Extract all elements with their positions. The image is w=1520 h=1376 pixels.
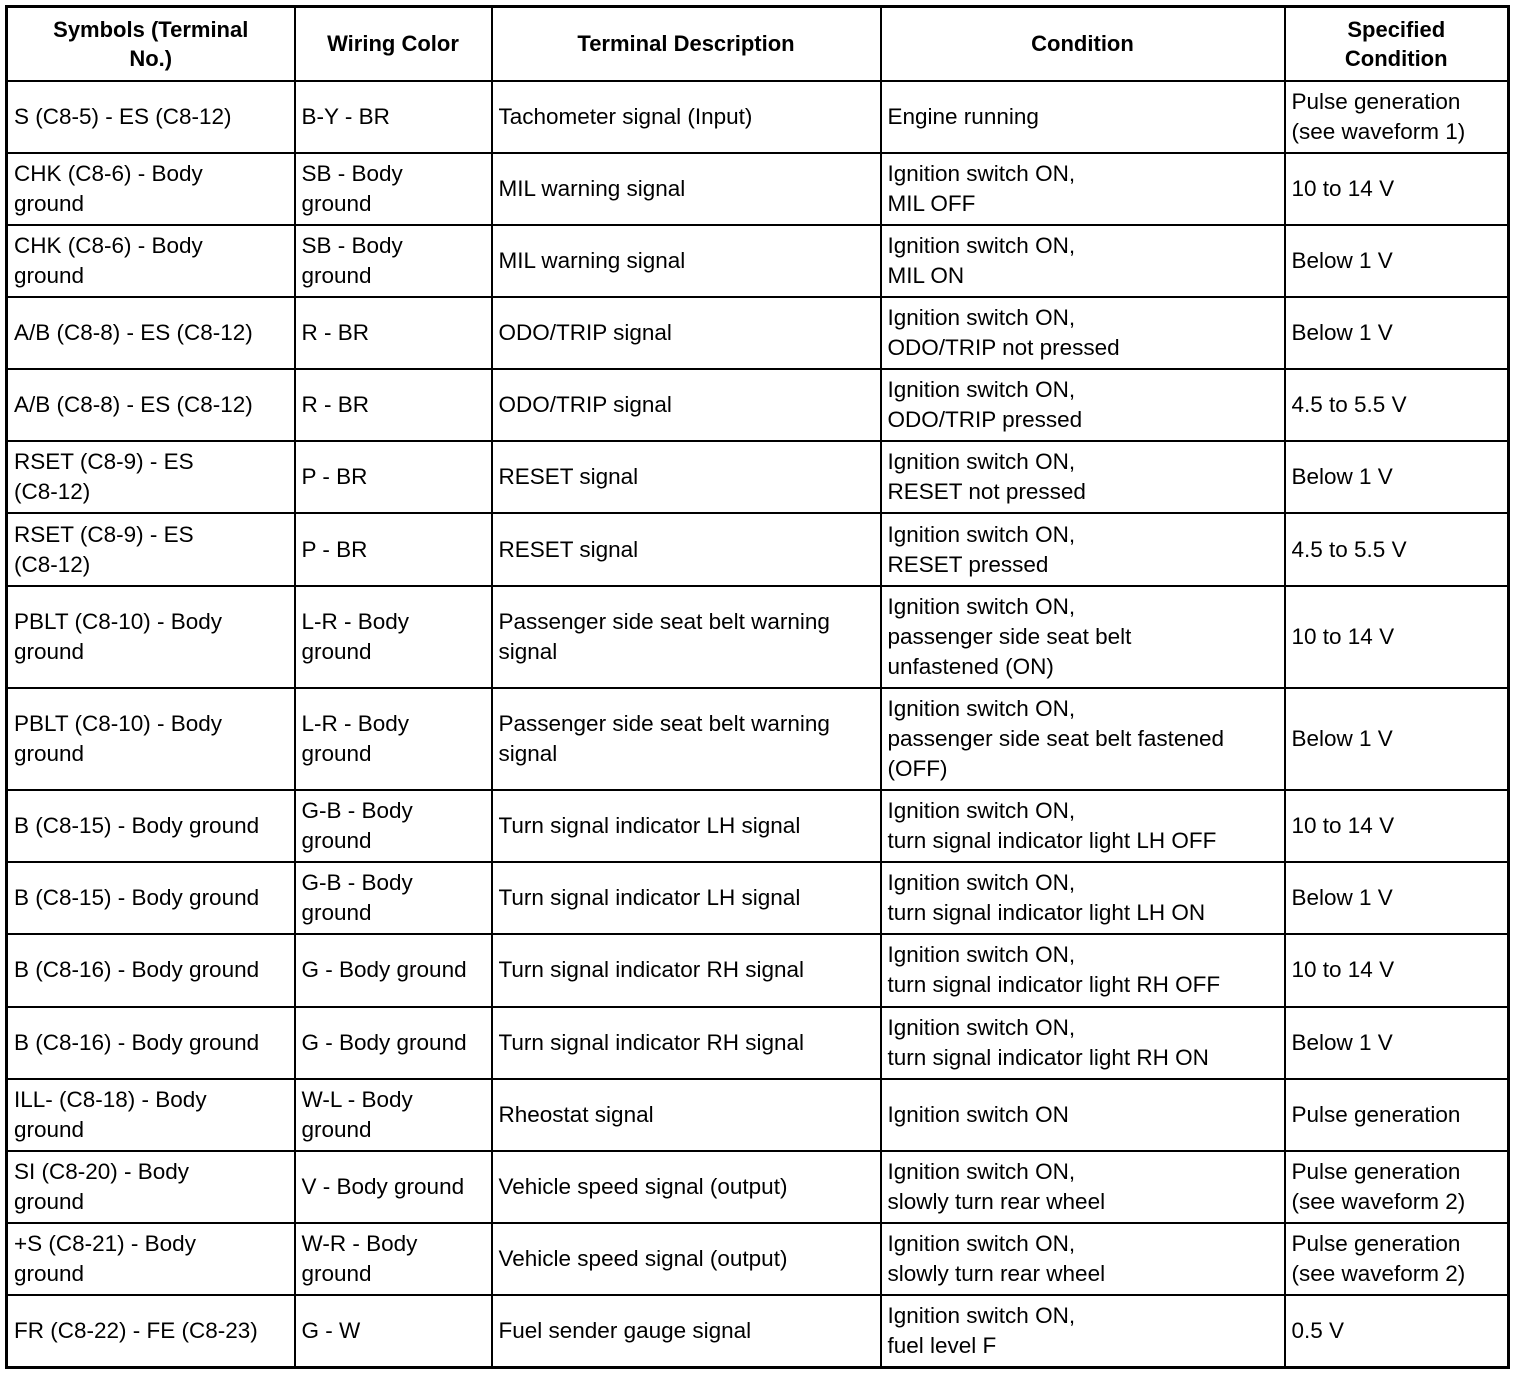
cell-specified-condition: Below 1 V: [1285, 297, 1509, 369]
cell-terminal-description: RESET signal: [492, 513, 881, 585]
cell-wiring-color: SB - Body ground: [295, 153, 492, 225]
cell-symbols: A/B (C8-8) - ES (C8-12): [7, 369, 295, 441]
cell-wiring-color: W-L - Body ground: [295, 1079, 492, 1151]
cell-symbols: B (C8-15) - Body ground: [7, 790, 295, 862]
cell-specified-condition: Below 1 V: [1285, 1007, 1509, 1079]
cell-terminal-description: ODO/TRIP signal: [492, 297, 881, 369]
cell-wiring-color: V - Body ground: [295, 1151, 492, 1223]
cell-wiring-color: G - Body ground: [295, 1007, 492, 1079]
cell-symbols: ILL- (C8-18) - Body ground: [7, 1079, 295, 1151]
cell-terminal-description: Vehicle speed signal (output): [492, 1151, 881, 1223]
cell-specified-condition: 0.5 V: [1285, 1295, 1509, 1367]
cell-wiring-color: L-R - Body ground: [295, 688, 492, 790]
cell-condition: Ignition switch ON, ODO/TRIP pressed: [881, 369, 1285, 441]
table-row: [7, 1295, 1509, 1367]
table-row: [7, 153, 1509, 225]
header-specified-condition: Specified Condition: [1285, 7, 1509, 81]
cell-terminal-description: Turn signal indicator LH signal: [492, 862, 881, 934]
cell-specified-condition: 10 to 14 V: [1285, 586, 1509, 688]
cell-specified-condition: 10 to 14 V: [1285, 153, 1509, 225]
cell-symbols: B (C8-15) - Body ground: [7, 862, 295, 934]
cell-condition: Ignition switch ON, turn signal indicator light LH OFF: [881, 790, 1285, 862]
cell-terminal-description: MIL warning signal: [492, 153, 881, 225]
cell-terminal-description: Turn signal indicator RH signal: [492, 934, 881, 1006]
cell-symbols: SI (C8-20) - Body ground: [7, 1151, 295, 1223]
header-symbols: Symbols (Terminal No.): [7, 7, 295, 81]
cell-condition: Ignition switch ON, turn signal indicator light LH ON: [881, 862, 1285, 934]
table-row: [7, 862, 1509, 934]
cell-wiring-color: R - BR: [295, 297, 492, 369]
cell-terminal-description: ODO/TRIP signal: [492, 369, 881, 441]
table-row: [7, 688, 1509, 790]
table-row: [7, 441, 1509, 513]
cell-specified-condition: 10 to 14 V: [1285, 934, 1509, 1006]
cell-wiring-color: L-R - Body ground: [295, 586, 492, 688]
cell-condition: Ignition switch ON, ODO/TRIP not pressed: [881, 297, 1285, 369]
table-row: [7, 586, 1509, 688]
cell-specified-condition: Pulse generation (see waveform 2): [1285, 1151, 1509, 1223]
cell-specified-condition: 10 to 14 V: [1285, 790, 1509, 862]
header-row: [7, 7, 1509, 81]
cell-specified-condition: Pulse generation: [1285, 1079, 1509, 1151]
cell-symbols: FR (C8-22) - FE (C8-23): [7, 1295, 295, 1367]
cell-wiring-color: P - BR: [295, 441, 492, 513]
cell-symbols: CHK (C8-6) - Body ground: [7, 225, 295, 297]
cell-specified-condition: 4.5 to 5.5 V: [1285, 513, 1509, 585]
table-row: [7, 369, 1509, 441]
cell-wiring-color: B-Y - BR: [295, 81, 492, 153]
cell-condition: Ignition switch ON, fuel level F: [881, 1295, 1285, 1367]
cell-symbols: PBLT (C8-10) - Body ground: [7, 688, 295, 790]
cell-symbols: B (C8-16) - Body ground: [7, 1007, 295, 1079]
cell-terminal-description: Passenger side seat belt warning signal: [492, 688, 881, 790]
cell-wiring-color: R - BR: [295, 369, 492, 441]
header-terminal-description: Terminal Description: [492, 7, 881, 81]
table-row: [7, 1007, 1509, 1079]
table-row: [7, 1151, 1509, 1223]
cell-terminal-description: Tachometer signal (Input): [492, 81, 881, 153]
table-row: [7, 1079, 1509, 1151]
cell-symbols: RSET (C8-9) - ES (C8-12): [7, 513, 295, 585]
cell-terminal-description: Turn signal indicator RH signal: [492, 1007, 881, 1079]
cell-specified-condition: Below 1 V: [1285, 441, 1509, 513]
cell-condition: Ignition switch ON: [881, 1079, 1285, 1151]
cell-wiring-color: P - BR: [295, 513, 492, 585]
cell-wiring-color: G - Body ground: [295, 934, 492, 1006]
header-condition: Condition: [881, 7, 1285, 81]
cell-terminal-description: Turn signal indicator LH signal: [492, 790, 881, 862]
cell-wiring-color: G-B - Body ground: [295, 862, 492, 934]
table-row: [7, 1223, 1509, 1295]
table-row: [7, 297, 1509, 369]
cell-wiring-color: G-B - Body ground: [295, 790, 492, 862]
cell-specified-condition: Pulse generation (see waveform 1): [1285, 81, 1509, 153]
cell-terminal-description: Vehicle speed signal (output): [492, 1223, 881, 1295]
cell-condition: Ignition switch ON, MIL OFF: [881, 153, 1285, 225]
cell-symbols: CHK (C8-6) - Body ground: [7, 153, 295, 225]
header-wiring-color: Wiring Color: [295, 7, 492, 81]
cell-condition: Ignition switch ON, slowly turn rear wheel: [881, 1223, 1285, 1295]
cell-terminal-description: RESET signal: [492, 441, 881, 513]
cell-terminal-description: Passenger side seat belt warning signal: [492, 586, 881, 688]
table-row: [7, 81, 1509, 153]
cell-specified-condition: Below 1 V: [1285, 688, 1509, 790]
table-row: [7, 934, 1509, 1006]
cell-condition: Ignition switch ON, RESET pressed: [881, 513, 1285, 585]
cell-symbols: B (C8-16) - Body ground: [7, 934, 295, 1006]
cell-symbols: PBLT (C8-10) - Body ground: [7, 586, 295, 688]
table-row: [7, 790, 1509, 862]
cell-condition: Ignition switch ON, MIL ON: [881, 225, 1285, 297]
cell-symbols: A/B (C8-8) - ES (C8-12): [7, 297, 295, 369]
cell-terminal-description: Rheostat signal: [492, 1079, 881, 1151]
cell-specified-condition: Pulse generation (see waveform 2): [1285, 1223, 1509, 1295]
cell-specified-condition: 4.5 to 5.5 V: [1285, 369, 1509, 441]
cell-condition: Ignition switch ON, passenger side seat belt fastened (OFF): [881, 688, 1285, 790]
cell-wiring-color: W-R - Body ground: [295, 1223, 492, 1295]
cell-wiring-color: SB - Body ground: [295, 225, 492, 297]
cell-symbols: S (C8-5) - ES (C8-12): [7, 81, 295, 153]
cell-condition: Ignition switch ON, turn signal indicator light RH ON: [881, 1007, 1285, 1079]
cell-condition: Ignition switch ON, slowly turn rear wheel: [881, 1151, 1285, 1223]
cell-condition: Engine running: [881, 81, 1285, 153]
terminal-spec-table: [5, 5, 1510, 1369]
cell-symbols: RSET (C8-9) - ES (C8-12): [7, 441, 295, 513]
cell-condition: Ignition switch ON, turn signal indicator light RH OFF: [881, 934, 1285, 1006]
cell-condition: Ignition switch ON, RESET not pressed: [881, 441, 1285, 513]
cell-specified-condition: Below 1 V: [1285, 225, 1509, 297]
table-row: [7, 513, 1509, 585]
cell-terminal-description: Fuel sender gauge signal: [492, 1295, 881, 1367]
cell-wiring-color: G - W: [295, 1295, 492, 1367]
cell-terminal-description: MIL warning signal: [492, 225, 881, 297]
cell-symbols: +S (C8-21) - Body ground: [7, 1223, 295, 1295]
table-row: [7, 225, 1509, 297]
cell-condition: Ignition switch ON, passenger side seat belt unfastened (ON): [881, 586, 1285, 688]
cell-specified-condition: Below 1 V: [1285, 862, 1509, 934]
